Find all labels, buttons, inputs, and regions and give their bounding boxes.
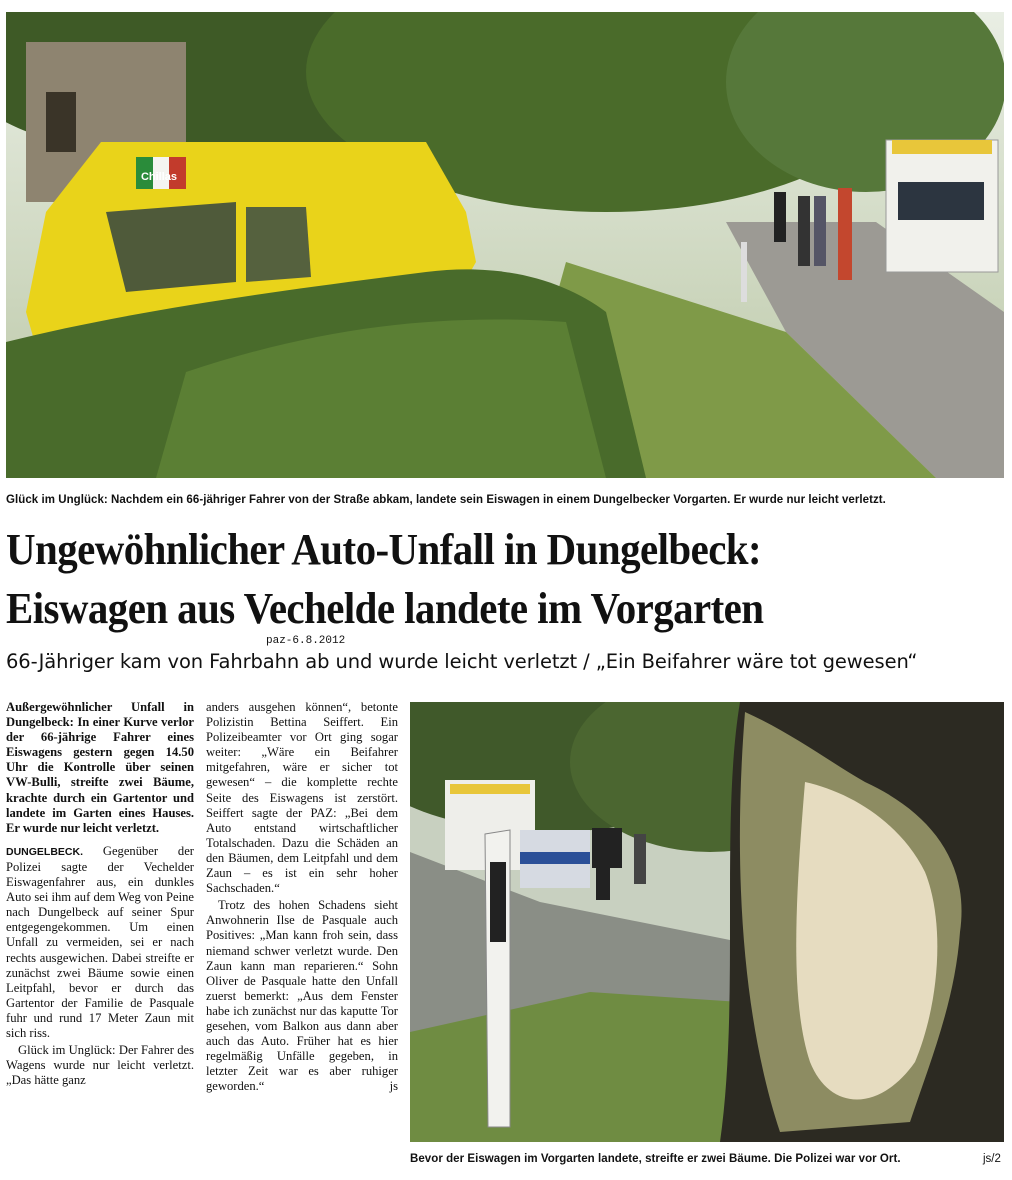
- article-paragraph-text: Trotz des hohen Schadens sieht Anwohnerin Ilse de Pasquale auch Positives: „Man kann froh sein, dass niemand schwer verletzt wurde. Den Zaun kann man reparieren.“ Sohn Oliver de Pasquale hatte den Unfall zuerst bemerkt: „Aus dem Fenster habe ich zunächst nur das kaputte Tor gesehen, vom Balkon aus dann aber auch das Auto. Früher hat es hier regelmäßig Unfälle gegeben, in letzter Zeit war es aber ruhiger geworden.“: [206, 898, 398, 1094]
- top-photo-caption: Glück im Unglück: Nachdem ein 66-jähriger Fahrer von der Straße abkam, landete sein Eiswagen in einem Dungelbecker Vorgarten. Er wurde nur leicht verletzt.: [6, 494, 886, 506]
- article-paragraph: Glück im Unglück: Der Fahrer des Wagens wurde nur leicht verletzt. „Das hätte ganz: [6, 1043, 194, 1088]
- article-column-1: [6, 700, 194, 1088]
- headline-line-2: Eiswagen aus Vechelde landete im Vorgarten: [6, 584, 764, 633]
- article-paragraph: [6, 844, 194, 1041]
- article-paragraph-text: Gegenüber der Polizei sagte der Vechelder Eiswagenfahrer aus, ein dunkles Auto sei ihm auf dem Weg von Peine nach Dungelbeck auf seiner Spur entgegengekommen. Um einen Unfall zu vermeiden, sei er nach rechts ausgewichen. Dabei streifte er zunächst zwei Bäume sowie einen Leitpfahl, bevor er durch das Gartentor der Familie de Pasquale fuhr und rund 17 Meter Zaun mit sich riss.: [6, 843, 194, 1040]
- headline-line-1: Ungewöhnlicher Auto-Unfall in Dungelbeck:: [6, 525, 762, 574]
- article-column-2: [206, 700, 398, 1094]
- van-sign-text: Chillas: [140, 171, 178, 183]
- subheadline: 66-Jähriger kam von Fahrbahn ab und wurde leicht verletzt / „Ein Beifahrer wäre tot gewesen“: [6, 650, 918, 673]
- date-stamp: paz-6.8.2012: [266, 635, 346, 647]
- article-lead: Außergewöhnlicher Unfall in Dungelbeck: In einer Kurve verlor der 66-jährige Fahrer eines Eiswagens gestern gegen 14.50 Uhr die Kontrolle über seinen VW-Bulli, streifte zwei Bäume, krachte durch ein Gartentor und landete im Garten eines Hauses. Er wurde nur leicht verletzt.: [6, 700, 194, 835]
- dateline: DUNGELBECK.: [6, 845, 84, 858]
- accident-scene-image: [6, 12, 1004, 478]
- top-photo: [6, 12, 1004, 478]
- tree-damage-image: [410, 702, 1004, 1142]
- article-paragraph: [206, 898, 398, 1094]
- photo-caption: Bevor der Eiswagen im Vorgarten landete, streifte er zwei Bäume. Die Polizei war vor Ort.: [410, 1153, 901, 1165]
- article-paragraph: anders ausgehen können“, betonte Polizistin Bettina Seiffert. Ein Polizeibeamter vor Ort ging sogar weiter: „Wäre ein Beifahrer mitgefahren, wäre er sicher tot gewesen“ – die komplette rechte Seite des Eiswagens ist zerstört. Seiffert sagte der PAZ: „Bei dem Auto entstand wirtschaftlicher Totalschaden. Dazu die Schäden an den Bäumen, dem Leitpfahl und dem Zaun – es ist ein sehr hoher Sachschaden.“: [206, 700, 398, 896]
- photo-credit: js/2: [983, 1153, 1001, 1165]
- author-initials: js: [389, 1079, 398, 1094]
- tree-damage-photo: [410, 702, 1004, 1142]
